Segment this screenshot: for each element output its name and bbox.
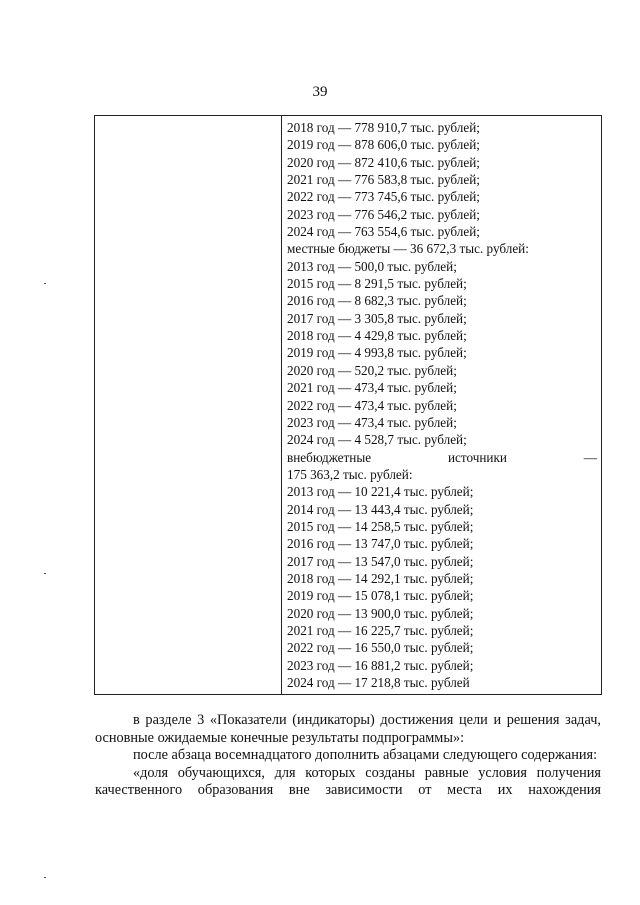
- funding-line: 2022 год — 773 745,6 тыс. рублей;: [287, 189, 480, 205]
- paragraph: после абзаца восемнадцатого дополнить абзацами следующего содержания:: [133, 747, 598, 764]
- offbudget-total: 175 363,2 тыс. рублей:: [287, 466, 413, 482]
- funding-line: 2023 год — 776 546,2 тыс. рублей;: [287, 206, 480, 222]
- funding-line: 2017 год — 13 547,0 тыс. рублей;: [287, 553, 474, 569]
- funding-line: 2013 год — 10 221,4 тыс. рублей;: [287, 484, 474, 500]
- offbudget-word: источники: [447, 449, 507, 465]
- offbudget-dash: —: [583, 449, 597, 465]
- funding-line: 2024 год — 17 218,8 тыс. рублей: [287, 675, 470, 690]
- funding-line: 2019 год — 878 606,0 тыс. рублей;: [287, 137, 480, 153]
- funding-line: 2020 год — 13 900,0 тыс. рублей;: [287, 605, 474, 621]
- funding-line: 2017 год — 3 305,8 тыс. рублей;: [287, 310, 467, 326]
- funding-line: 2018 год — 4 429,8 тыс. рублей;: [287, 328, 467, 344]
- funding-line: 2020 год — 520,2 тыс. рублей;: [287, 362, 457, 378]
- local-budgets-total: местные бюджеты — 36 672,3 тыс. рублей:: [287, 241, 529, 257]
- funding-line: 2021 год — 16 225,7 тыс. рублей;: [287, 622, 474, 638]
- funding-line: 2020 год — 872 410,6 тыс. рублей;: [287, 154, 480, 170]
- funding-line: 2024 год — 763 554,6 тыс. рублей;: [287, 224, 480, 240]
- funding-table: [94, 115, 602, 695]
- funding-line: 2015 год — 8 291,5 тыс. рублей;: [287, 276, 467, 292]
- funding-line: 2015 год — 14 258,5 тыс. рублей;: [287, 518, 474, 534]
- page-number: 39: [312, 84, 328, 100]
- offbudget-heading: [287, 449, 597, 466]
- funding-details-column: [287, 119, 597, 691]
- funding-line: 2016 год — 8 682,3 тыс. рублей;: [287, 293, 467, 309]
- funding-line: 2018 год — 14 292,1 тыс. рублей;: [287, 570, 474, 586]
- paragraph: в разделе 3 «Показатели (индикаторы) достижения цели и решения задач, основные ожидаемые конечные результаты подпрограммы»:: [95, 712, 601, 746]
- funding-line: 2013 год — 500,0 тыс. рублей;: [287, 258, 457, 274]
- funding-line: 2021 год — 776 583,8 тыс. рублей;: [287, 172, 480, 188]
- offbudget-word: внебюджетные: [287, 449, 372, 465]
- paragraph: «доля обучающихся, для которых созданы равные условия получения качественного образования вне зависимости от места их нахождения: [95, 764, 601, 799]
- funding-line: 2023 год — 16 881,2 тыс. рублей;: [287, 657, 474, 673]
- funding-line: 2014 год — 13 443,4 тыс. рублей;: [287, 501, 474, 517]
- funding-line: 2019 год — 15 078,1 тыс. рублей;: [287, 588, 474, 604]
- table-column-divider: [281, 116, 282, 694]
- funding-line: 2024 год — 4 528,7 тыс. рублей;: [287, 432, 467, 448]
- funding-line: 2022 год — 16 550,0 тыс. рублей;: [287, 640, 474, 656]
- scan-speck: [44, 573, 46, 574]
- funding-line: 2023 год — 473,4 тыс. рублей;: [287, 414, 457, 430]
- funding-line: 2018 год — 778 910,7 тыс. рублей;: [287, 120, 480, 135]
- funding-line: 2022 год — 473,4 тыс. рублей;: [287, 397, 457, 413]
- funding-line: 2019 год — 4 993,8 тыс. рублей;: [287, 345, 467, 361]
- body-text: [95, 712, 601, 800]
- funding-line: 2016 год — 13 747,0 тыс. рублей;: [287, 536, 474, 552]
- scan-speck: [44, 283, 46, 284]
- scan-speck: [44, 877, 46, 878]
- funding-line: 2021 год — 473,4 тыс. рублей;: [287, 380, 457, 396]
